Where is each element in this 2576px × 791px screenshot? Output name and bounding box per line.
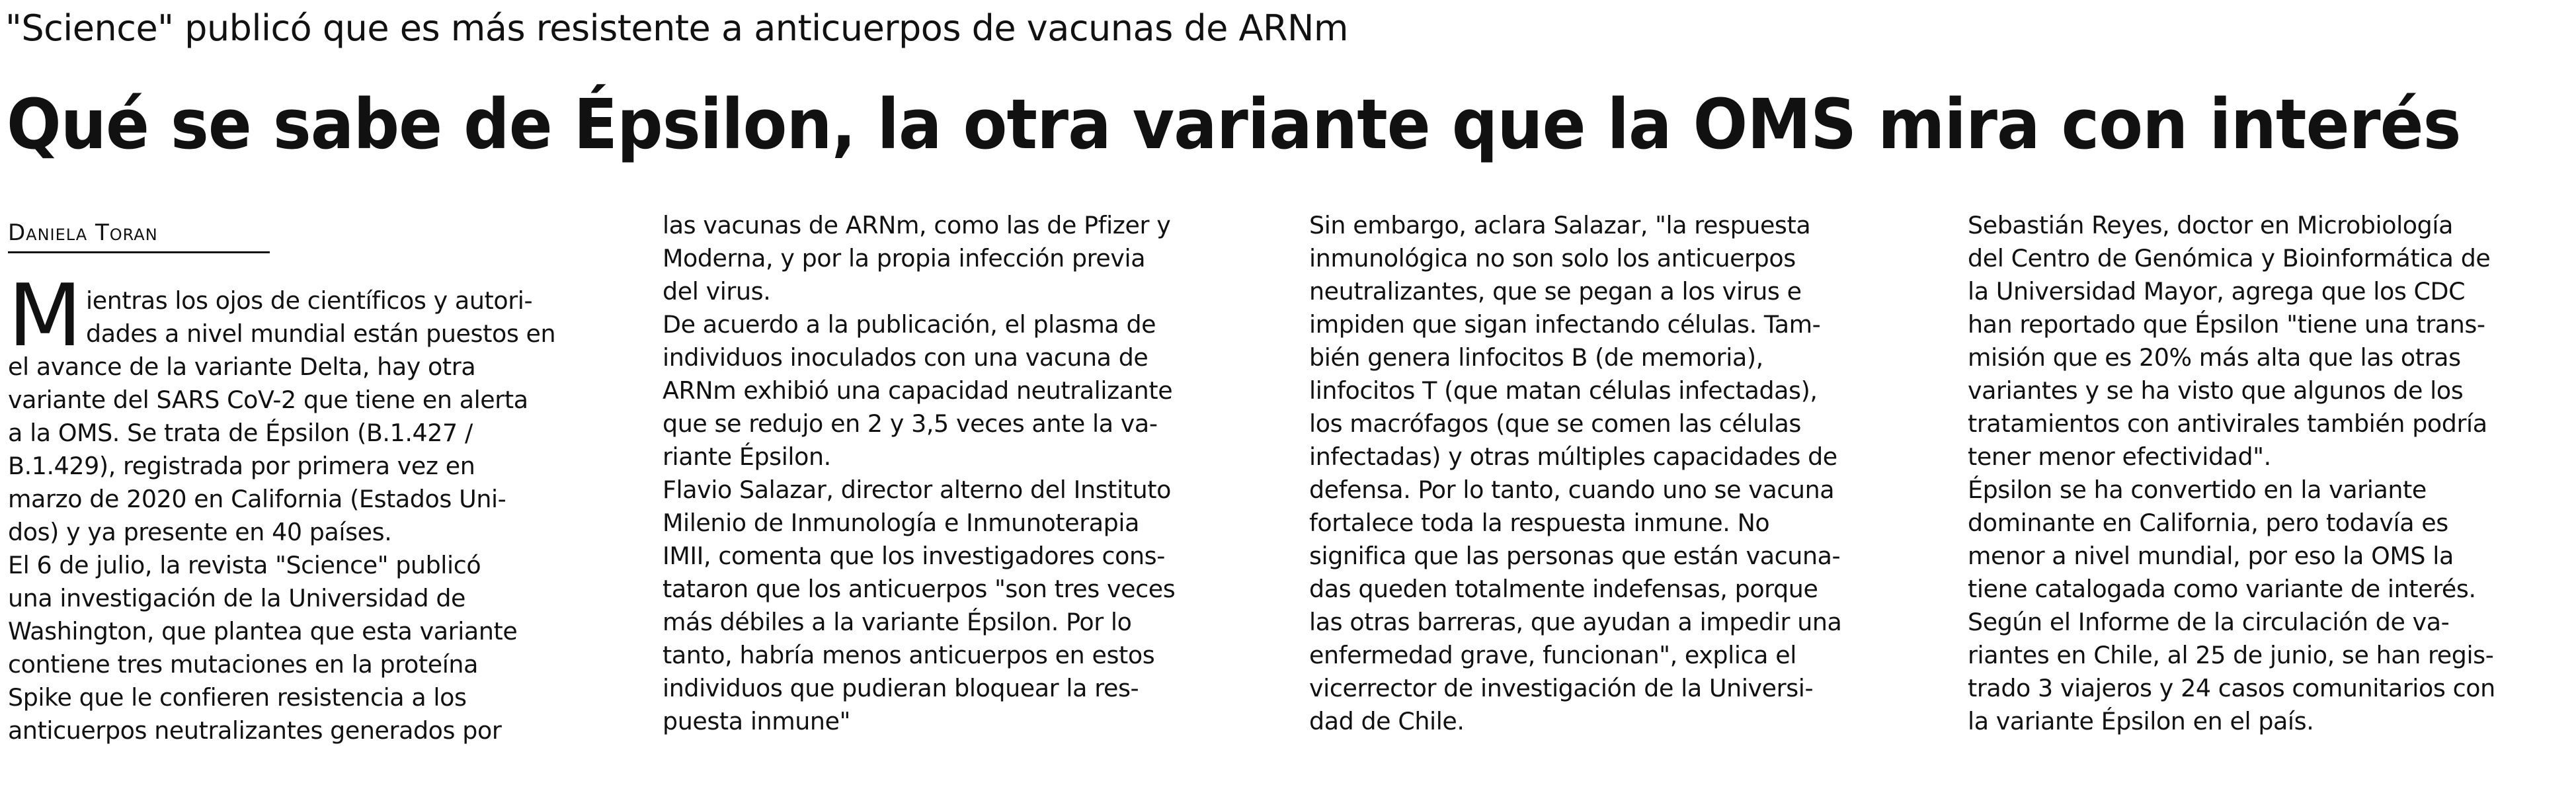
text-line: tener menor efectividad". <box>1968 442 2271 471</box>
text-line: significa que las personas que están vacuna- <box>1309 542 1841 570</box>
text-line: Flavio Salazar, director alterno del Instituto <box>663 476 1172 504</box>
text-line: riantes en Chile, al 25 de junio, se han regis- <box>1968 641 2494 669</box>
text-line: Moderna, y por la propia infección previa <box>663 244 1146 272</box>
text-line: neutralizantes, que se pegan a los virus e <box>1309 277 1802 306</box>
text-line: tanto, habría menos anticuerpos en estos <box>663 641 1155 669</box>
text-line: más débiles a la variante Épsilon. Por lo <box>663 608 1132 636</box>
text-line: linfocitos T (que matan células infectadas), <box>1309 376 1818 405</box>
text-line: infectadas) y otras múltiples capacidades de <box>1309 442 1837 471</box>
text-line: enfermedad grave, funcionan", explica el <box>1309 641 1796 669</box>
text-line: contiene tres mutaciones en la proteína <box>8 650 478 679</box>
text-line: la Universidad Mayor, agrega que los CDC <box>1968 277 2466 306</box>
text-line: trado 3 viajeros y 24 casos comunitarios con <box>1968 674 2495 702</box>
article-byline: Daniela Toran <box>8 218 270 253</box>
text-line: el avance de la variante Delta, hay otra <box>8 353 476 381</box>
text-line: Según el Informe de la circulación de va- <box>1968 608 2450 636</box>
text-line: variantes y se ha visto que algunos de los <box>1968 376 2464 405</box>
article-kicker: "Science" publicó que es más resistente a anticuerpos de vacunas de ARNm <box>5 7 1349 49</box>
text-line: que se redujo en 2 y 3,5 veces ante la va- <box>663 409 1158 438</box>
text-line: El 6 de julio, la revista "Science" publicó <box>8 551 481 579</box>
article-column-4 <box>1968 209 2569 738</box>
text-line: dades a nivel mundial están puestos en <box>86 319 556 348</box>
text-line: bién genera linfocitos B (de memoria), <box>1309 343 1763 372</box>
text-line: individuos que pudieran bloquear la res- <box>663 674 1139 702</box>
text-line: Spike que le confieren resistencia a los <box>8 683 467 712</box>
text-line: tratamientos con antivirales también podría <box>1968 409 2487 438</box>
text-line: fortalece toda la respuesta inmune. No <box>1309 509 1770 537</box>
text-line: del Centro de Genómica y Bioinformática de <box>1968 244 2491 272</box>
text-line: del virus. <box>663 277 771 306</box>
drop-cap: M <box>8 265 83 366</box>
text-line: ientras los ojos de científicos y autori- <box>86 286 533 315</box>
text-line: dad de Chile. <box>1309 707 1465 735</box>
text-line: las otras barreras, que ayudan a impedir una <box>1309 608 1842 636</box>
text-line: han reportado que Épsilon "tiene una trans- <box>1968 310 2485 339</box>
article-column-3 <box>1309 209 1924 738</box>
text-line: ARNm exhibió una capacidad neutralizante <box>663 376 1173 405</box>
text-line: vicerrector de investigación de la Universi- <box>1309 674 1814 702</box>
text-line: Washington, que plantea que esta variante <box>8 617 518 645</box>
text-line: a la OMS. Se trata de Épsilon (B.1.427 / <box>8 419 473 447</box>
text-line: tiene catalogada como variante de interés. <box>1968 575 2476 603</box>
text-line: las vacunas de ARNm, como las de Pfizer y <box>663 211 1171 239</box>
text-line: individuos inoculados con una vacuna de <box>663 343 1148 372</box>
text-line: dominante en California, pero todavía es <box>1968 509 2448 537</box>
text-line: la variante Épsilon en el país. <box>1968 707 2314 735</box>
text-line: menor a nivel mundial, por eso la OMS la <box>1968 542 2454 570</box>
text-line: variante del SARS CoV-2 que tiene en alerta <box>8 386 528 414</box>
text-line: Sebastián Reyes, doctor en Microbiología <box>1968 211 2453 239</box>
article-headline: Qué se sabe de Épsilon, la otra variante que la OMS mira con interés <box>7 84 2461 165</box>
text-line: IMII, comenta que los investigadores cons- <box>663 542 1165 570</box>
text-line: De acuerdo a la publicación, el plasma de <box>663 310 1156 339</box>
text-line: anticuerpos neutralizantes generados por <box>8 716 502 745</box>
text-line: Milenio de Inmunología e Inmunoterapia <box>663 509 1139 537</box>
text-line: Épsilon se ha convertido en la variante <box>1968 476 2427 504</box>
text-line: una investigación de la Universidad de <box>8 584 466 612</box>
text-line: defensa. Por lo tanto, cuando uno se vacuna <box>1309 476 1835 504</box>
text-line: B.1.429), registrada por primera vez en <box>8 452 475 480</box>
text-line: dos) y ya presente en 40 países. <box>8 518 392 546</box>
text-line: riante Épsilon. <box>663 442 831 471</box>
article-column-1 <box>8 284 623 747</box>
text-line: marzo de 2020 en California (Estados Uni- <box>8 485 506 513</box>
text-line: puesta inmune" <box>663 707 850 735</box>
text-line: tataron que los anticuerpos "son tres veces <box>663 575 1176 603</box>
text-line: inmunológica no son solo los anticuerpos <box>1309 244 1796 272</box>
text-line: Sin embargo, aclara Salazar, "la respuesta <box>1309 211 1811 239</box>
text-line: misión que es 20% más alta que las otras <box>1968 343 2461 372</box>
text-line: impiden que sigan infectando células. Tam- <box>1309 310 1821 339</box>
text-line: das queden totalmente indefensas, porque <box>1309 575 1818 603</box>
article-column-2 <box>663 209 1277 738</box>
text-line: los macrófagos (que se comen las células <box>1309 409 1801 438</box>
